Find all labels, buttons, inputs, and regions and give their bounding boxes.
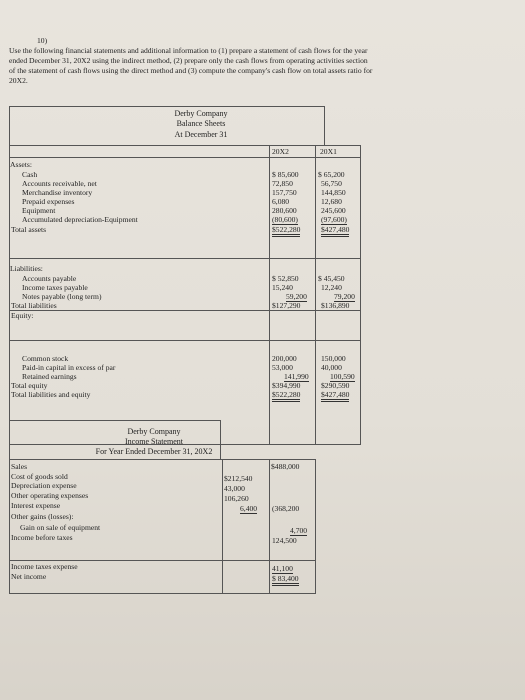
statement-date: At December 31: [174, 130, 228, 139]
row-value-20x2: 6,080: [272, 197, 290, 206]
row-value-20x1: $ 45,450: [318, 274, 345, 283]
row-label: Total assets: [11, 225, 47, 234]
row-label: Equipment: [22, 206, 56, 215]
row-value-20x2: $127,290: [272, 301, 301, 310]
row-total: $488,000: [271, 462, 300, 471]
row-value-20x2: $522,280: [272, 390, 300, 402]
column-header-20x1: 20X1: [320, 147, 337, 156]
row-value-20x1: 100,590: [330, 372, 355, 381]
row-value-20x2: 141,990: [284, 372, 309, 381]
row-label: Cash: [22, 170, 38, 179]
statement-period: For Year Ended December 31, 20X2: [95, 447, 213, 456]
row-value-20x1: 12,240: [321, 283, 342, 292]
row-divider: [9, 340, 361, 341]
row-label: Notes payable (long term): [22, 292, 102, 301]
row-value-20x1: $427,480: [321, 390, 349, 402]
row-label: Accumulated depreciation-Equipment: [22, 215, 138, 224]
problem-text-line: of the statement of cash flows using the direct method and (3) compute the company's cash flow on total assets ratio for: [9, 66, 373, 75]
row-value-20x2: $394,990: [272, 381, 301, 390]
row-total: 41,100: [272, 564, 293, 573]
row-label: Interest expense: [11, 501, 61, 510]
row-label: Sales: [11, 462, 28, 471]
row-value-20x1: 245,600: [321, 206, 346, 215]
row-value-20x2: 157,750: [272, 188, 297, 197]
row-divider: [9, 560, 316, 561]
row-total: 124,500: [272, 536, 297, 545]
row-amount: 43,000: [224, 484, 245, 493]
row-value-20x1: 40,000: [321, 363, 342, 372]
row-amount: 106,260: [224, 494, 249, 503]
row-label: Paid-in capital in excess of par: [22, 363, 116, 372]
row-label: Other gains (losses):: [11, 512, 74, 521]
row-value-20x1: $136,890: [321, 301, 350, 310]
row-label: Merchandise inventory: [22, 188, 93, 197]
row-divider: [9, 258, 361, 259]
row-label: Depreciation expense: [11, 481, 77, 490]
row-label: Total equity: [11, 381, 48, 390]
problem-text-line: Use the following financial statements and additional information to (1) prepare a statement of cash flows for the year: [9, 46, 368, 55]
row-label: Income taxes payable: [22, 283, 88, 292]
row-value-20x2: 72,850: [272, 179, 293, 188]
section-label-liabilities: Liabilities:: [10, 264, 43, 273]
row-value-20x2: 59,200: [286, 292, 307, 301]
row-label: Retained earnings: [22, 372, 77, 381]
problem-text-line: ended December 31, 20X2 using the indirect method, (2) prepare only the cash flows from operating activities section: [9, 56, 368, 65]
problem-text-line: 20X2.: [9, 76, 28, 85]
row-value-20x1: 144,850: [321, 188, 346, 197]
statement-title: Income Statement: [125, 437, 183, 446]
row-value-20x1: $290,590: [321, 381, 350, 390]
row-amount: $212,540: [224, 474, 253, 483]
row-label: Gain on sale of equipment: [20, 523, 101, 532]
row-label: Total liabilities and equity: [11, 390, 91, 399]
row-label: Total liabilities: [11, 301, 57, 310]
column-divider: [269, 459, 270, 594]
row-label: Common stock: [22, 354, 69, 363]
column-divider: [315, 145, 316, 445]
row-value-20x2: 200,000: [272, 354, 297, 363]
row-label: Prepaid expenses: [22, 197, 75, 206]
row-value-20x1: 12,680: [321, 197, 342, 206]
row-value-20x1: $427,480: [321, 225, 349, 237]
row-value-20x2: $522,280: [272, 225, 300, 237]
column-header-20x2: 20X2: [272, 147, 289, 156]
section-label-equity: Equity:: [11, 311, 34, 320]
row-total: $ 83,400: [272, 574, 299, 586]
problem-number: 10): [37, 36, 48, 45]
row-label: Accounts receivable, net: [22, 179, 97, 188]
row-value-20x1: 150,000: [321, 354, 346, 363]
row-value-20x1: (97,600): [321, 215, 347, 224]
row-total: (368,200: [272, 504, 300, 513]
row-value-20x2: 15,240: [272, 283, 293, 292]
row-total: 4,700: [290, 526, 308, 535]
company-name: Derby Company: [174, 109, 228, 118]
row-value-20x1: $ 65,200: [318, 170, 345, 179]
row-label: Cost of goods sold: [11, 472, 68, 481]
column-divider: [222, 459, 223, 594]
row-label: Accounts payable: [22, 274, 77, 283]
row-value-20x2: $ 85,600: [272, 170, 299, 179]
row-value-20x1: 79,200: [334, 292, 355, 301]
row-label: Net income: [11, 572, 47, 581]
row-divider: [9, 157, 361, 158]
row-label: Other operating expenses: [11, 491, 89, 500]
row-value-20x2: $ 52,850: [272, 274, 299, 283]
row-divider: [9, 310, 361, 311]
section-label-assets: Assets:: [10, 160, 32, 169]
row-label: Income before taxes: [11, 533, 73, 542]
row-value-20x1: 56,750: [321, 179, 342, 188]
statement-title: Balance Sheets: [176, 119, 226, 128]
company-name: Derby Company: [127, 427, 181, 436]
row-value-20x2: (80,600): [272, 215, 298, 224]
row-label: Income taxes expense: [11, 562, 78, 571]
row-value-20x2: 280,600: [272, 206, 297, 215]
row-value-20x2: 53,000: [272, 363, 293, 372]
row-amount: 6,400: [240, 504, 258, 513]
